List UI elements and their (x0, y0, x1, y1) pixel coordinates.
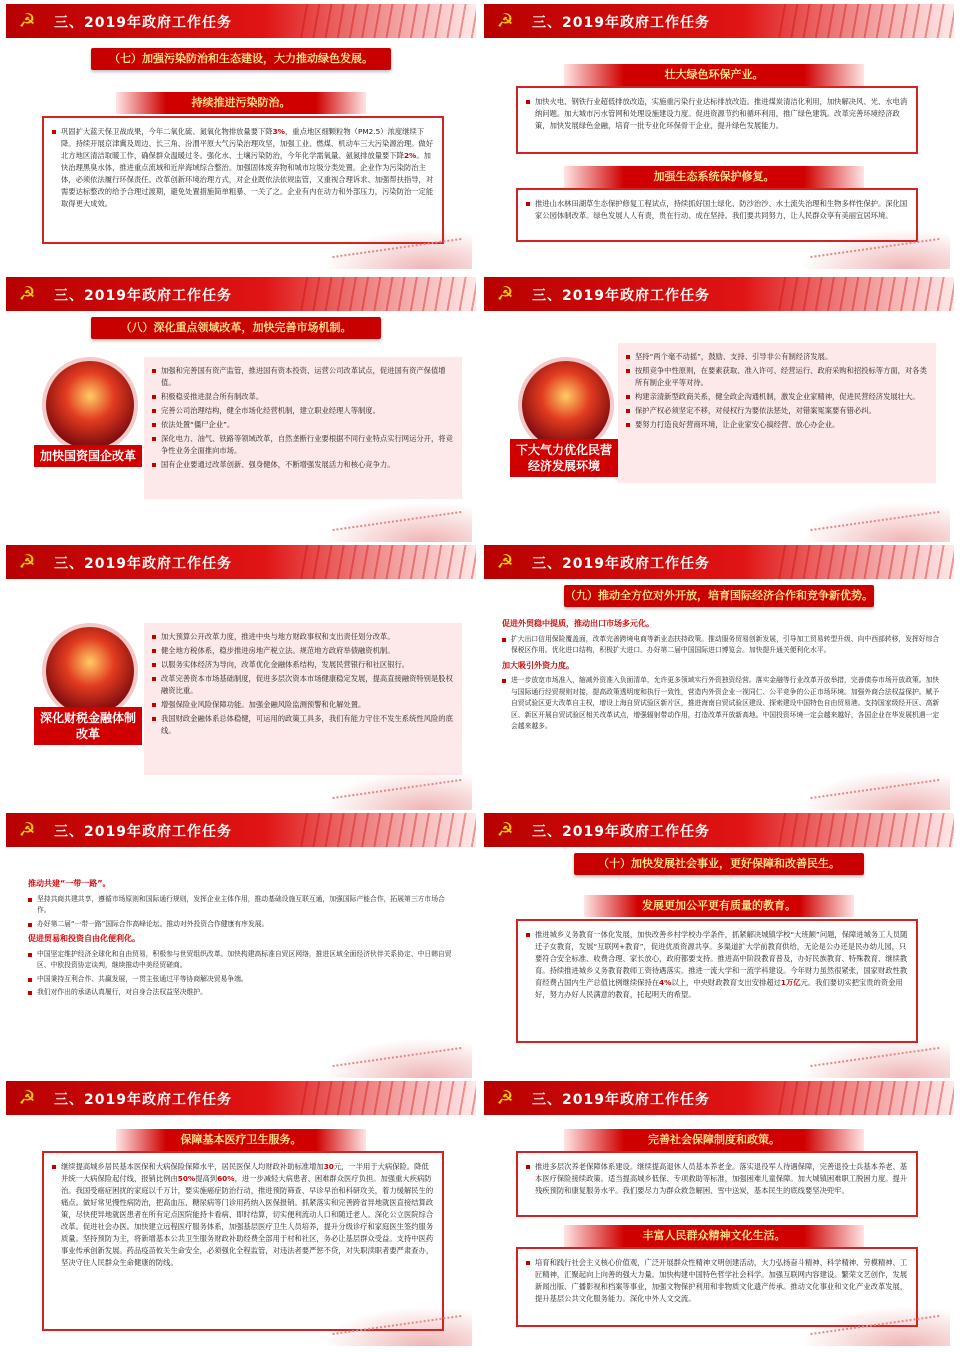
great-wall-decoration (322, 1038, 472, 1078)
party-emblem-icon: ☭ (496, 10, 514, 32)
slide-title: 三、2019年政府工作任务 (54, 1092, 232, 1108)
topic-pill: 完善社会保障制度和政策。 (564, 1129, 864, 1151)
slide-title: 三、2019年政府工作任务 (532, 824, 710, 840)
list-item: 健全地方税体系，稳步推进房地产税立法。规范地方政府举债融资机制。 (152, 645, 454, 657)
great-wall-decoration (322, 229, 472, 269)
great-wall-decoration (800, 502, 950, 542)
content-text (502, 615, 942, 735)
party-emblem-icon: ☭ (496, 819, 514, 841)
party-emblem-icon: ☭ (18, 819, 36, 841)
bullet-text: 培育和践行社会主义核心价值观，广泛开展群众性精神文明创建活动，大力弘扬奋斗精神、科学精神、劳模精神、工匠精神，汇聚起向上向善的强大力量。加快构建中国特色哲学社会科学。加强互联网内容建设。繁荣文艺创作，发展新闻出版、广播影视和档案等事业，加强文物保护利用和非物质文化遗产传承。推动文化事业和文化产业改革发展，提升基层公共文化服务能力。深化中外人文交流。 (526, 1257, 908, 1305)
list-item: 国有企业要通过改革创新、强身健体，不断增强发展活力和核心竞争力。 (152, 459, 454, 471)
great-hall-photo (42, 357, 138, 453)
slide-title: 三、2019年政府工作任务 (54, 15, 232, 31)
slide-9 (6, 1081, 476, 1346)
list-item: 我国财政金融体系总体稳健，可运用的政策工具多，我们有能力守住不发生系统性风险的底线。 (152, 713, 454, 737)
bullet-text: 进一步放宽市场准入，缩减外资准入负面清单，允许更多领域实行外资独资经营。落实金融等行业改革开放举措，完善债券市场开放政策。加快与国际通行经贸规则对接，提高政策透明度和执行一致性，营造内外资企业一视同仁、公平竞争的公正市场环境。加强外商合法权益保护。赋予自贸试验区更大改革自主权，增设上海自贸试验区新片区，推进海南自贸试验区建设、探索建设中国特色自由贸易港。支持国家级经开区、高新区、新区开展自贸试验区相关改革试点，增强辐射带动作用，打造改革开放新高地。中国投资环境一定会越来越好，各国企业在华发展机遇一定会越来越多。 (502, 675, 942, 733)
section-heading: 促进贸易和投资自由化便利化。 (28, 934, 140, 944)
slide-title: 三、2019年政府工作任务 (532, 1092, 710, 1108)
list-item: 加大预算公开改革力度，推进中央与地方财政事权和支出责任划分改革。 (152, 631, 454, 643)
section-banner: （十）加快发展社会事业，更好保障和改善民生。 (574, 853, 864, 875)
list-item: 深化电力、油气、铁路等领域改革，自然垄断行业要根据不同行业特点实行网运分开，将竞争性业务全面推向市场。 (152, 433, 454, 457)
content-box (516, 86, 918, 154)
topic-pill: 丰富人民群众精神文化生活。 (564, 1225, 864, 1247)
list-item: 办好第二届“一带一路”国际合作高峰论坛。推动对外投资合作健康有序发展。 (28, 919, 458, 931)
list-item: 按照竞争中性原则，在要素获取、准入许可、经营运行、政府采购和招投标等方面，对各类所有制企业平等对待。 (626, 365, 928, 389)
topic-pill: 壮大绿色环保产业。 (564, 64, 864, 86)
list-item: 中国坚定维护经济全球化和自由贸易，积极参与世贸组织改革。加快构建高标准自贸区网络，推进区域全面经济伙伴关系协定、中日韩自贸区、中欧投资协定谈判，继续推动中美经贸磋商。 (28, 949, 458, 972)
topic-pill: 保障基本医疗卫生服务。 (116, 1129, 366, 1151)
great-wall-decoration (800, 1306, 950, 1346)
content-box (42, 116, 444, 244)
topic-pill: 持续推进污染防治。 (116, 92, 366, 114)
content-box (618, 343, 936, 483)
list-item: 坚持“两个毫不动摇”，鼓励、支持、引导非公有制经济发展。 (626, 351, 928, 363)
list-item: 积极稳妥推进混合所有制改革。 (152, 391, 454, 403)
bullet-text: 推进多层次养老保障体系建设。继续提高退休人员基本养老金。落实退役军人待遇保障，完善退役士兵基本养老、基本医疗保险接续政策。适当提高城乡低保、专项救助等标准，加强困难儿童保障。加大城镇困难职工脱困力度。提升残疾预防和康复服务水平。我们要尽力为群众救急解困、雪中送炭，基本民生的底线要坚决兜牢。 (526, 1161, 908, 1197)
slide-7 (6, 813, 476, 1078)
list-item: 保护产权必须坚定不移，对侵权行为要依法惩处，对错案冤案要有错必纠。 (626, 405, 928, 417)
content-box (516, 1151, 918, 1217)
bullet-text: 推进城乡义务教育一体化发展，加快改善乡村学校办学条件，抓紧解决城镇学校“大班额”问题，保障进城务工人员随迁子女教育，发展“互联网+教育”，促进优质资源共享。多渠道扩大学前教育供给，无论是公办还是民办幼儿园，只要符合安全标准、收费合理、家长放心，政府都要支持。推进高中阶段教育普及，办好民族教育、特殊教育、继续教育。持续推进城乡义务教育教师工资待遇落实。推进一流大学和一流学科建设。今年财力虽然很紧张，国家财政性教育经费占国内生产总值比例继续保持在4%以上，中央财政教育支出安排超过1万亿元。我们要切实把宝贵的资金用好，努力办好人民满意的教育，托起明天的希望。 (526, 929, 908, 1001)
list-item: 要努力打造良好营商环境，让企业家安心搞经营、放心办企业。 (626, 419, 928, 431)
great-wall-decoration (322, 1306, 472, 1346)
slide-3 (6, 277, 476, 542)
list-item: 依法处置“僵尸企业”。 (152, 419, 454, 431)
slide-6 (484, 545, 954, 810)
section-heading: 促进外贸稳中提质，推动出口市场多元化。 (502, 619, 654, 628)
party-emblem-icon: ☭ (18, 551, 36, 573)
list-item: 增强保险业风险保障功能。加强金融风险监测预警和化解处置。 (152, 699, 454, 711)
party-emblem-icon: ☭ (496, 1087, 514, 1109)
content-box (42, 1151, 444, 1331)
section-heading: 加大吸引外资力度。 (502, 660, 574, 670)
list-item: 我们对作出的承诺认真履行，对自身合法权益坚决维护。 (28, 987, 458, 999)
topic-pill: 发展更加公平更有质量的教育。 (584, 895, 854, 917)
section-banner: （七）加强污染防治和生态建设，大力推动绿色发展。 (91, 48, 391, 70)
photo-label: 下大气力优化民营经济发展环境 (510, 439, 618, 477)
list-item: 中国秉持互利合作、共赢发展，一贯主张通过平等协商解决贸易争端。 (28, 974, 458, 986)
list-item: 构建亲清新型政商关系，健全政企沟通机制，激发企业家精神，促进民营经济发展壮大。 (626, 391, 928, 403)
bullet-text: 扩大出口信用保险覆盖面，改革完善跨境电商等新业态扶持政策。推动服务贸易创新发展，引导加工贸易转型升级、向中西部转移，发挥好综合保税区作用。优化进口结构，积极扩大进口。办好第二届中国国际进口博览会。加快提升通关便利化水平。 (502, 634, 942, 657)
content-box (144, 623, 462, 775)
content-box (144, 357, 462, 499)
list-item: 完善公司治理结构，健全市场化经营机制，建立职业经理人等制度。 (152, 405, 454, 417)
slide-10 (484, 1081, 954, 1346)
list-item: 以服务实体经济为导向，改革优化金融体系结构，发展民营银行和社区银行。 (152, 659, 454, 671)
slide-title: 三、2019年政府工作任务 (532, 15, 710, 31)
bullet-text: 推进山水林田湖草生态保护修复工程试点，持续抓好国土绿化、防沙治沙、水土流失治理和生物多样性保护。深化国家公园体制改革。绿色发展人人有责，贵在行动、成在坚持。我们要共同努力，让人民群众享有美丽宜居环境。 (526, 198, 908, 222)
party-emblem-icon: ☭ (496, 283, 514, 305)
slide-title: 三、2019年政府工作任务 (54, 556, 232, 572)
list-item: 坚持共商共建共享，遵循市场原则和国际通行规则，发挥企业主体作用，推动基础设施互联互通，加强国际产能合作，拓展第三方市场合作。 (28, 894, 458, 917)
photo-label: 深化财税金融体制改革 (34, 707, 142, 745)
bullet-text: 继续提高城乡居民基本医保和大病保险保障水平，居民医保人均财政补助标准增加30元，一半用于大病保险。降低并统一大病保险起付线，报销比例由50%提高到60%，进一步减轻大病患者、困难群众医疗负担。加强重大疾病防治。我国受癌症困扰的家庭以千万计，要实施癌症防治行动，推进预防筛查、早诊早治和科研攻关，着力缓解民生的痛点。做好常见慢性病防治，把高血压、糖尿病等门诊用药纳入医保报销。抓紧落实和完善跨省异地就医直接结算政策，尽快使异地就医患者在所有定点医院能持卡看病、即时结算，切实便利流动人口和随迁老人。深化公立医院综合改革。促进社会办医。加快建立远程医疗服务体系，加强基层医疗卫生人员培养，提升分级诊疗和家庭医生签约服务质量。坚持预防为主，将新增基本公共卫生服务财政补助经费全部用于村和社区，务必让基层群众受益。支持中医药事业传承创新发展。药品疫苗攸关生命安全，必须强化全程监管，对违法者要严惩不贷，对失职渎职者要严肃查办，坚决守住人民群众生命健康的防线。 (52, 1161, 434, 1269)
list-item: 加强和完善国有资产监管，推进国有资本投资、运营公司改革试点，促进国有资产保值增值。 (152, 365, 454, 389)
section-banner: （八）深化重点领域改革，加快完善市场机制。 (91, 317, 381, 339)
party-emblem-icon: ☭ (496, 551, 514, 573)
photo-label: 加快国资国企改革 (34, 445, 142, 467)
slide-8 (484, 813, 954, 1078)
party-emblem-icon: ☭ (18, 283, 36, 305)
list-item: 改革完善资本市场基础制度，促进多层次资本市场健康稳定发展，提高直接融资特别是股权融资比重。 (152, 673, 454, 697)
slide-title: 三、2019年政府工作任务 (54, 288, 232, 304)
great-hall-photo (42, 623, 138, 719)
great-wall-decoration (800, 770, 950, 810)
slide-title: 三、2019年政府工作任务 (532, 556, 710, 572)
slide-title: 三、2019年政府工作任务 (54, 824, 232, 840)
section-banner: （九）推动全方位对外开放，培育国际经济合作和竞争新优势。 (564, 585, 874, 607)
slide-5 (6, 545, 476, 810)
great-wall-decoration (322, 770, 472, 810)
slide-4 (484, 277, 954, 542)
great-wall-decoration (800, 1038, 950, 1078)
content-box (516, 919, 918, 1043)
bullet-text: 巩固扩大蓝天保卫战成果，今年二氧化硫、氮氧化物排放量要下降3%，重点地区细颗粒物（PM2.5）浓度继续下降。持续开展京津冀及周边、长三角、汾渭平原大气污染治理攻坚，加强工业、燃煤、机动车三大污染源治理。做好北方地区清洁取暖工作，确保群众温暖过冬。强化水、土壤污染防治，今年化学需氧量、氨氮排放量要下降2%。加快治理黑臭水体，推进重点流域和近岸海域综合整治。加强固体废弃物和城市垃圾分类处置。企业作为污染防治主体，必须依法履行环保责任。改革创新环境治理方式，对企业既依法依规监管，又重视合理诉求、加强帮扶指导，对需要达标整改的给予合理过渡期，避免处置措施简单粗暴、一关了之。企业有内在动力和外部压力，污染防治一定能取得更大成效。 (52, 126, 434, 210)
section-heading: 推动共建“一带一路”。 (28, 879, 111, 888)
slide-2 (484, 4, 954, 269)
great-wall-decoration (800, 229, 950, 269)
great-wall-decoration (322, 502, 472, 542)
topic-pill: 加强生态系统保护修复。 (564, 166, 864, 188)
party-emblem-icon: ☭ (18, 1087, 36, 1109)
party-emblem-icon: ☭ (18, 10, 36, 32)
bullet-text: 加快火电、钢铁行业超低排放改造，实施重污染行业达标排放改造。推进煤炭清洁化利用，加快解决风、光、水电消纳问题。加大城市污水管网和处理设施建设力度。促进资源节约和循环利用，推广绿色建筑。改革完善环境经济政策，加快发展绿色金融，培育一批专业化环保骨干企业，提升绿色发展能力。 (526, 96, 908, 132)
slide-1 (6, 4, 476, 269)
slide-title: 三、2019年政府工作任务 (532, 288, 710, 304)
content-text (28, 875, 458, 1001)
